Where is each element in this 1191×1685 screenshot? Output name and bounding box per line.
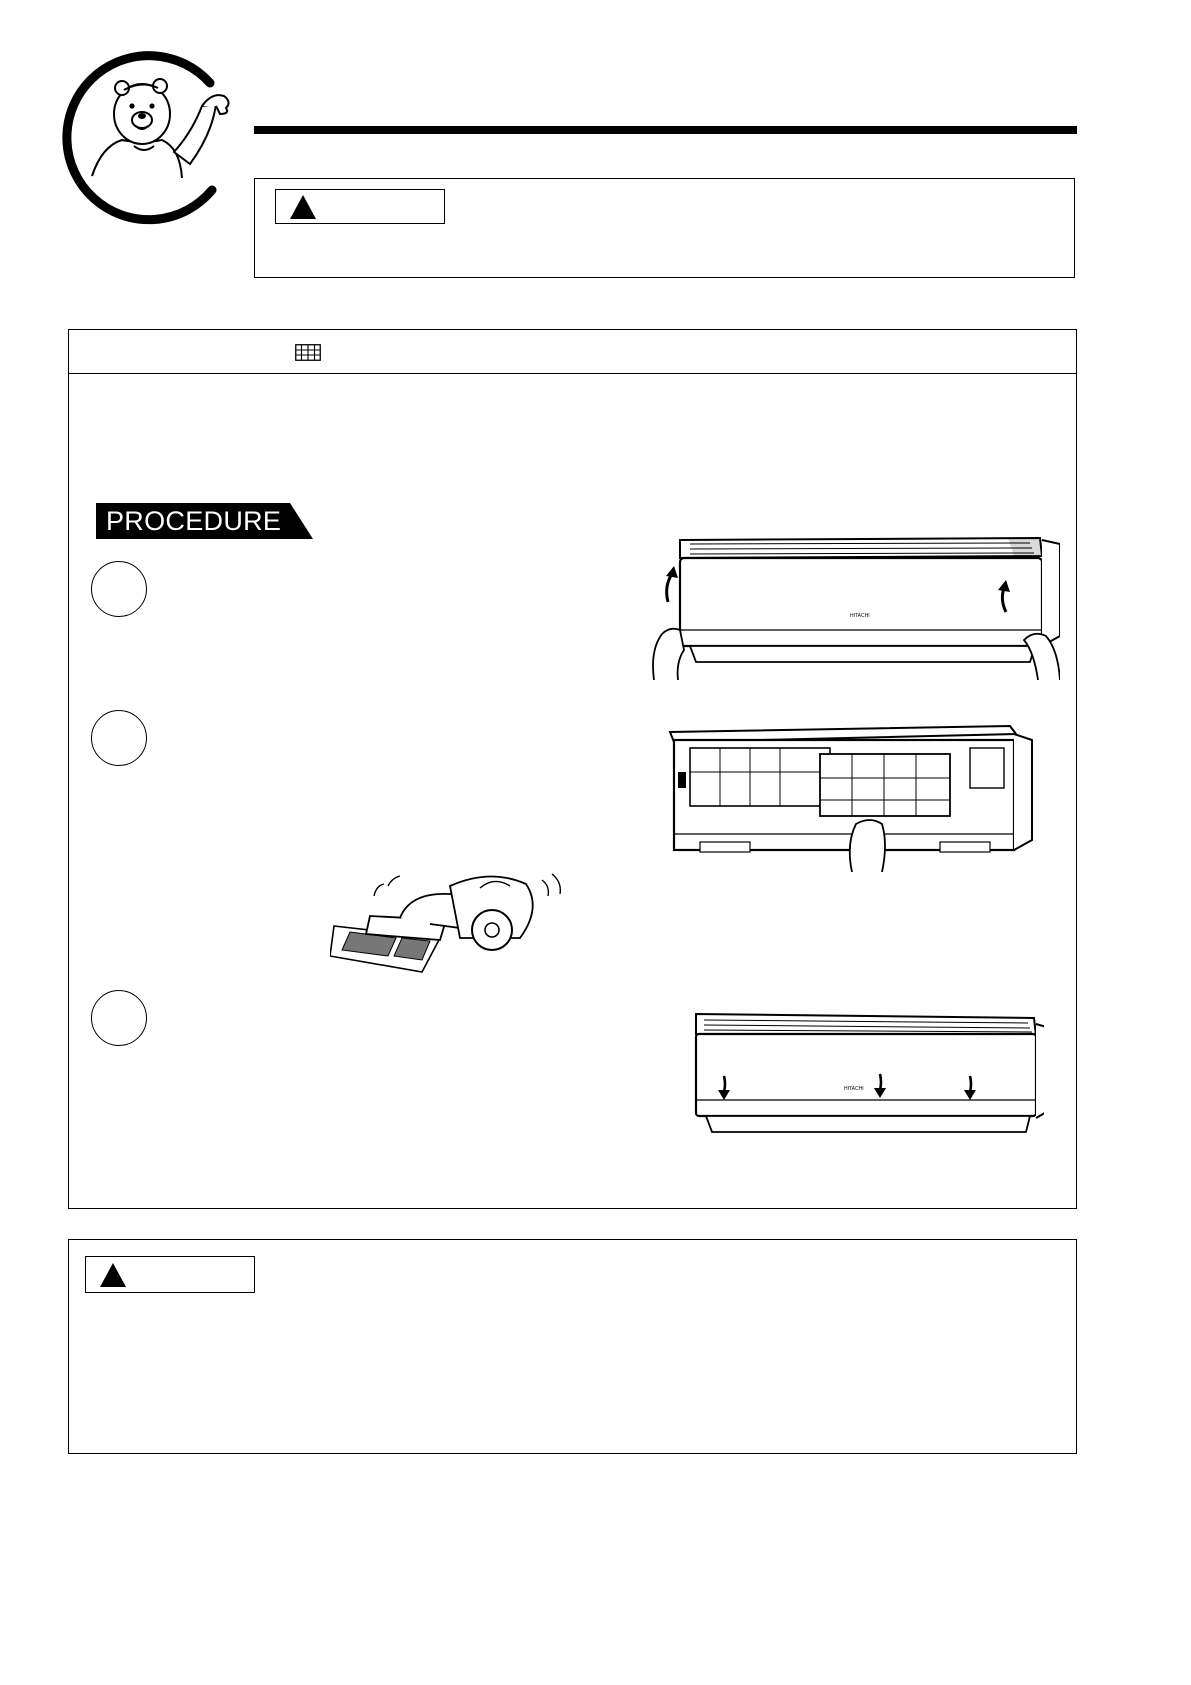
brand-logo: HITACHI bbox=[850, 613, 870, 619]
procedure-label: PROCEDURE bbox=[106, 506, 282, 536]
air-filter-grid-icon bbox=[295, 344, 321, 361]
section-header bbox=[69, 330, 1076, 374]
caution-box-top bbox=[254, 178, 1075, 278]
illustration-lift-front-panel bbox=[650, 530, 1060, 680]
bear-mascot-logo bbox=[62, 48, 242, 228]
step-3-circle bbox=[91, 990, 147, 1046]
caution-label-box-bottom bbox=[85, 1256, 255, 1293]
illustration-close-front-panel bbox=[684, 1010, 1044, 1138]
caution-box-bottom bbox=[68, 1239, 1077, 1454]
procedure-badge bbox=[96, 503, 313, 539]
step-1-circle bbox=[91, 561, 147, 617]
warning-triangle-icon bbox=[290, 195, 316, 219]
header-rule bbox=[254, 126, 1077, 134]
illustration-vacuum-filter bbox=[330, 868, 565, 978]
illustration-remove-air-filter bbox=[660, 712, 1050, 872]
brand-logo-2: HITACHI bbox=[844, 1086, 864, 1092]
caution-label-box bbox=[275, 189, 445, 224]
warning-triangle-icon-bottom bbox=[100, 1263, 126, 1287]
step-2-circle bbox=[91, 710, 147, 766]
